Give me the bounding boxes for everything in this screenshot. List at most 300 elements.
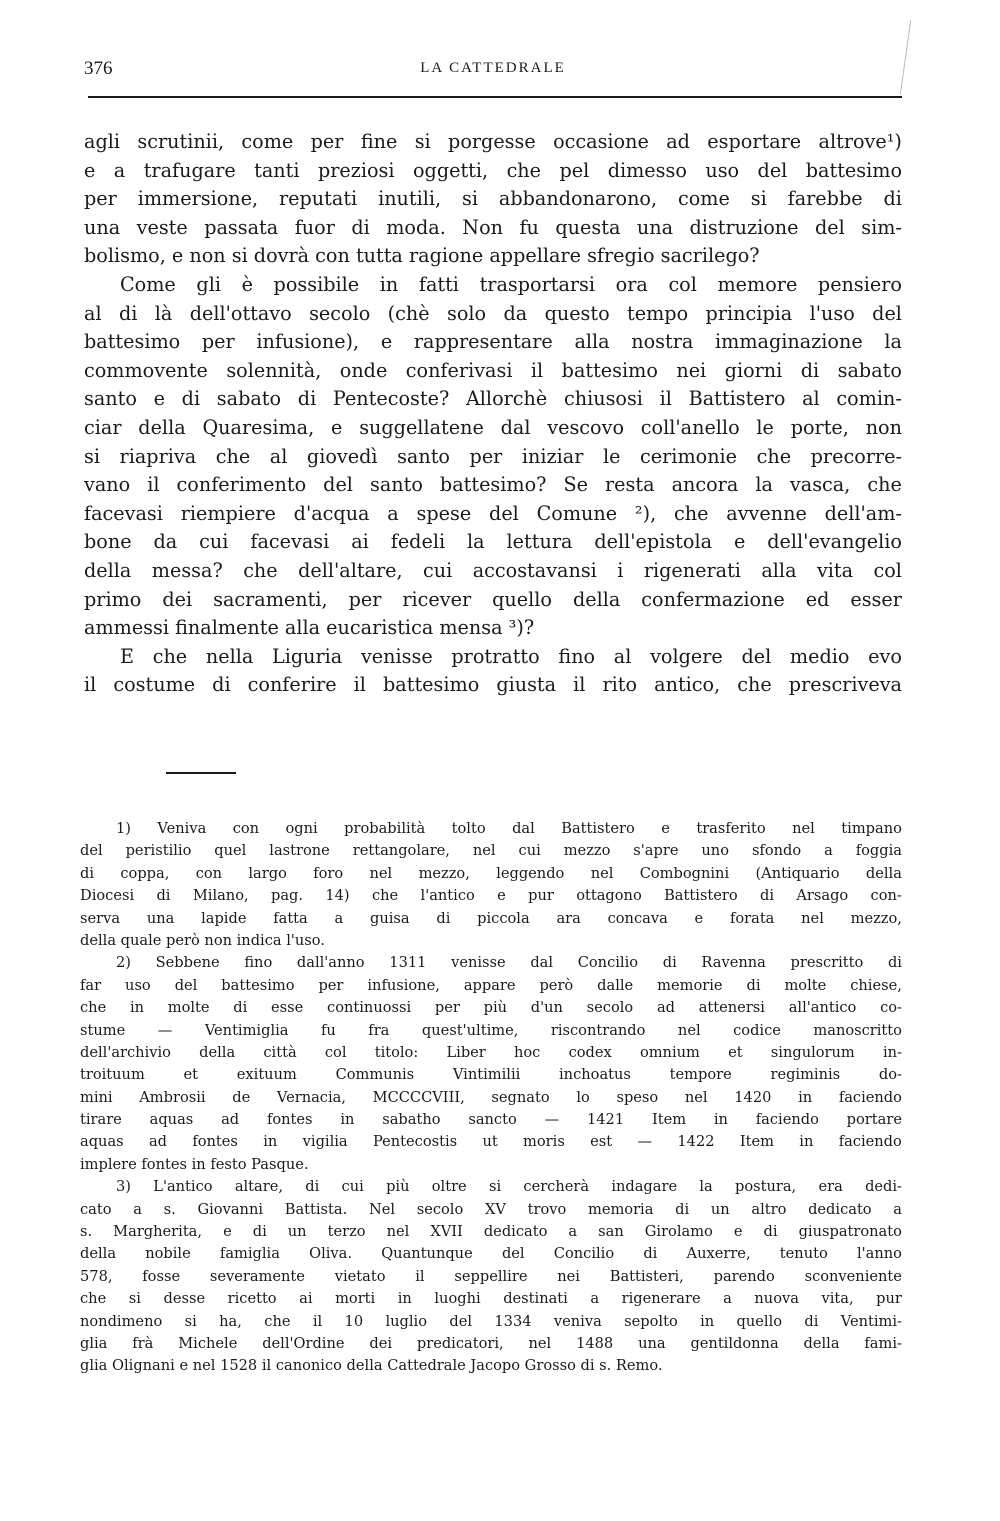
word: 1421	[586, 1111, 625, 1129]
word: il	[353, 673, 366, 697]
word: principia	[705, 301, 793, 325]
word: fino	[558, 644, 596, 668]
word: si	[750, 187, 767, 211]
word: ad	[656, 999, 675, 1017]
word: Margherita,	[113, 1223, 203, 1241]
word: da	[153, 530, 178, 554]
footnote-line	[80, 1243, 902, 1265]
word: immersione,	[137, 187, 259, 211]
word: per	[348, 587, 382, 611]
word: XVII	[430, 1223, 463, 1241]
word: sabato	[837, 358, 902, 382]
word: memore	[717, 272, 798, 296]
word: tempore	[669, 1066, 732, 1084]
word: di	[804, 1312, 819, 1330]
text-line	[84, 157, 902, 186]
word: 14)	[325, 887, 350, 905]
word: facevasi	[250, 530, 330, 554]
word: di	[763, 1223, 778, 1241]
word: distruzione	[689, 215, 799, 239]
word: codex	[568, 1043, 612, 1061]
word: stume	[80, 1021, 126, 1039]
word: gli	[196, 272, 221, 296]
word: riempiere	[180, 501, 276, 525]
word: molte	[784, 976, 827, 994]
word: fedeli	[390, 530, 446, 554]
word: —	[544, 1111, 560, 1129]
word: MCCCCVIII,	[372, 1088, 465, 1106]
word: omnium	[639, 1043, 700, 1061]
word: Non	[462, 215, 503, 239]
text-line	[84, 671, 902, 700]
word: s.	[163, 1200, 176, 1218]
word: co-	[880, 999, 902, 1017]
word: dall'anno	[296, 954, 365, 972]
word: Giovanni	[197, 1200, 264, 1218]
word: del	[449, 1312, 473, 1330]
word: esse	[271, 999, 304, 1017]
footnote-line: della quale però non indica l'uso.	[80, 931, 325, 949]
word: seppellire	[454, 1267, 528, 1285]
word: lastrone	[269, 842, 330, 860]
word: E	[120, 644, 135, 668]
word: quello	[492, 587, 552, 611]
word: con	[232, 820, 260, 837]
word: Battistero	[688, 387, 786, 411]
word: di	[156, 887, 171, 905]
word: il	[573, 673, 586, 697]
word: della	[803, 1334, 840, 1352]
word: al	[613, 644, 632, 668]
word: luglio	[385, 1312, 428, 1330]
word: però	[539, 976, 574, 994]
word: in	[340, 1111, 355, 1129]
text-line	[84, 300, 902, 329]
word: abbandonarono,	[498, 187, 658, 211]
word: al	[269, 444, 288, 468]
word: battesimo	[561, 358, 658, 382]
word: cato	[80, 1200, 112, 1218]
word: dell'ottavo	[189, 301, 292, 325]
word: fontes	[266, 1111, 313, 1129]
word: san	[598, 1223, 624, 1241]
word: e	[153, 387, 165, 411]
word: Auxerre,	[686, 1245, 751, 1263]
word: per	[318, 976, 344, 994]
word: battesimo	[221, 976, 295, 994]
word: Quaresima,	[202, 415, 315, 439]
word: ora	[615, 272, 648, 296]
footnote-line	[80, 1064, 902, 1086]
word: e	[661, 820, 670, 837]
word: e	[733, 530, 746, 554]
word: della	[80, 1245, 117, 1263]
word: occasione	[553, 130, 649, 153]
word: spese	[416, 501, 472, 525]
word: 1)	[116, 820, 131, 837]
word: sconveniente	[804, 1267, 902, 1285]
text-line: ammessi finalmente alla eucaristica mensa ³)?	[84, 616, 535, 640]
word: nuova	[754, 1290, 799, 1308]
word: ricetto	[227, 1290, 277, 1308]
word: il	[530, 358, 544, 382]
word: giorni	[724, 358, 783, 382]
word: Veniva	[157, 820, 207, 837]
word: fine	[360, 130, 398, 153]
word: Sebbene	[155, 954, 220, 972]
word: antico,	[654, 673, 721, 697]
word: a	[133, 1200, 142, 1218]
word: di	[760, 887, 775, 905]
word: nostra	[631, 330, 694, 354]
word: gentildonna	[690, 1334, 779, 1352]
main-text	[84, 128, 902, 700]
word: 1334	[494, 1312, 532, 1330]
word: di	[80, 864, 95, 882]
word: Pentecoste?	[332, 387, 450, 411]
word: si	[414, 130, 431, 153]
page-header	[84, 58, 902, 88]
word: altrove¹)	[818, 130, 902, 153]
word: faciendo	[838, 1133, 902, 1151]
word: giuspatronato	[798, 1223, 902, 1241]
word: e	[84, 158, 96, 182]
word: protratto	[451, 644, 540, 668]
text-line	[84, 500, 902, 529]
word: a	[568, 1223, 578, 1241]
word: pur	[876, 1290, 902, 1308]
word: mezzo	[563, 842, 611, 860]
word: trovo	[527, 1200, 567, 1218]
word: che	[506, 158, 542, 182]
word: facevasi	[84, 501, 163, 525]
text-line	[84, 643, 902, 672]
word: che	[264, 1312, 291, 1330]
word: 3)	[116, 1178, 131, 1196]
word: di	[800, 358, 820, 382]
word: il	[415, 1267, 425, 1285]
word: tirare	[80, 1111, 122, 1129]
word: là	[154, 301, 173, 325]
word: battesimo?	[439, 473, 547, 497]
word: chiese,	[850, 976, 902, 994]
word: memorie	[657, 976, 723, 994]
word: dal	[500, 415, 531, 439]
word: una	[84, 215, 121, 239]
word: della	[865, 864, 902, 882]
word: desse	[163, 1290, 206, 1308]
word: nel	[386, 1223, 410, 1241]
word: Diocesi	[80, 887, 135, 905]
word: che	[243, 558, 278, 582]
word: col	[873, 558, 902, 582]
word: questo	[544, 301, 610, 325]
word: dell'am-	[824, 501, 902, 525]
word: sabato	[216, 387, 282, 411]
word: leggendo	[496, 864, 565, 882]
word: L'antico	[153, 1178, 213, 1196]
word: l'uso	[809, 301, 855, 325]
word: di	[662, 954, 677, 972]
word: comin-	[836, 387, 902, 411]
word: città	[263, 1043, 297, 1061]
word: ut	[482, 1133, 498, 1151]
word: la	[467, 530, 485, 554]
word: ancora	[671, 473, 739, 497]
word: largo	[248, 864, 287, 882]
word: del	[80, 842, 103, 860]
word: Liber	[446, 1043, 486, 1061]
word: Milano,	[192, 887, 249, 905]
word: giusta	[496, 673, 557, 697]
word: del	[814, 215, 845, 239]
word: resta	[605, 473, 655, 497]
word: forata	[729, 909, 775, 927]
word: l'antico	[420, 887, 475, 905]
word: riscontrando	[550, 1021, 646, 1039]
word: rappresentare	[413, 330, 553, 354]
footnote-line	[80, 997, 902, 1019]
word: dalle	[597, 976, 634, 994]
word: sancto	[468, 1111, 517, 1129]
word: di	[297, 387, 317, 411]
word: sepolto	[624, 1312, 678, 1330]
word: dell'archivio	[80, 1043, 171, 1061]
word: venisse	[451, 954, 506, 972]
word: Combognini	[639, 864, 730, 882]
footnote-line	[80, 1042, 902, 1064]
word: ²),	[634, 501, 657, 525]
word: porte,	[790, 415, 849, 439]
word: Comune	[536, 501, 618, 525]
word: nondimeno	[80, 1312, 163, 1330]
word: Ambrosii	[139, 1088, 206, 1106]
word: do-	[878, 1066, 902, 1084]
word: ad	[148, 1133, 168, 1151]
word: Ventimi-	[840, 1312, 902, 1330]
word: prescritto	[790, 954, 864, 972]
word: singulorum	[770, 1043, 855, 1061]
word: guisa	[370, 909, 410, 927]
word: manoscritto	[813, 1021, 902, 1039]
word: quel	[214, 842, 247, 860]
word: coll'anello	[640, 415, 740, 439]
word: lo	[576, 1088, 590, 1106]
word: parendo	[713, 1267, 775, 1285]
word: di	[883, 187, 902, 211]
word: coppa,	[120, 864, 170, 882]
word: nel	[792, 820, 815, 837]
word: veste	[136, 215, 188, 239]
text-line	[84, 528, 902, 557]
word: ha,	[219, 1312, 242, 1330]
word: d'un	[530, 999, 563, 1017]
word: in	[700, 1312, 715, 1330]
word: era	[818, 1178, 843, 1196]
word: di	[212, 673, 231, 697]
word: pur	[528, 887, 554, 905]
word: per	[310, 130, 344, 153]
word: predicatori,	[416, 1334, 504, 1352]
word: a	[590, 1290, 600, 1308]
text-line	[84, 385, 902, 414]
word: preziosi	[317, 158, 395, 182]
word: a	[824, 842, 833, 860]
word: più	[386, 1178, 410, 1196]
word: rigenerare	[621, 1290, 701, 1308]
word: fontes	[192, 1133, 238, 1151]
word: nei	[676, 358, 707, 382]
word: vietato	[334, 1267, 386, 1285]
footnote-line	[80, 1199, 902, 1221]
word: che	[215, 444, 251, 468]
word: memoria	[587, 1200, 654, 1218]
word: per	[84, 187, 117, 211]
word: tenuto	[779, 1245, 828, 1263]
word: cui	[518, 842, 541, 860]
word: il	[147, 473, 160, 497]
word: uso	[125, 976, 151, 994]
word: un	[287, 1223, 307, 1241]
text-line	[84, 185, 902, 214]
word: fuor	[294, 215, 335, 239]
word: troituum	[80, 1066, 145, 1084]
word: che	[371, 887, 399, 905]
word: indagare	[611, 1178, 678, 1196]
word: di	[887, 954, 902, 972]
word: farebbe	[787, 187, 863, 211]
word: volgere	[650, 644, 723, 668]
word: ai	[299, 1290, 313, 1308]
word: da	[503, 301, 528, 325]
word: et	[183, 1066, 199, 1084]
word: pensiero	[817, 272, 902, 296]
word: vasca,	[789, 473, 851, 497]
word: Item	[651, 1111, 687, 1129]
footnote-line	[80, 1176, 902, 1198]
word: fu	[519, 215, 539, 239]
word: et	[728, 1043, 743, 1061]
word: Item	[739, 1133, 774, 1151]
word: pel	[559, 158, 590, 182]
word: ed	[805, 587, 830, 611]
word: venisse	[360, 644, 433, 668]
word: Arsago	[796, 887, 849, 905]
word: reputati	[279, 187, 358, 211]
word: di	[118, 301, 138, 325]
word: ciar	[84, 415, 122, 439]
word: nel	[590, 864, 614, 882]
word: quest'ultime,	[421, 1021, 519, 1039]
word: e	[223, 1223, 232, 1241]
word: cerimonie	[640, 444, 738, 468]
text-line	[84, 443, 902, 472]
word: inutili,	[378, 187, 442, 211]
word: d'acqua	[293, 501, 370, 525]
word: in	[799, 1133, 814, 1151]
word: secolo	[586, 999, 634, 1017]
word: accostavansi	[472, 558, 597, 582]
word: (Antiquario	[755, 864, 840, 882]
word: moris	[523, 1133, 565, 1151]
text-line	[84, 414, 902, 443]
footnote-line	[80, 1087, 902, 1109]
word: la	[699, 1178, 713, 1196]
footnote-line	[80, 975, 902, 997]
word: e	[331, 415, 343, 439]
word: Battistero	[561, 820, 635, 837]
word: per	[469, 444, 503, 468]
word: lettura	[506, 530, 573, 554]
word: —	[157, 1021, 173, 1039]
word: aquas	[80, 1133, 124, 1151]
word: rito	[602, 673, 638, 697]
word: dedicato	[483, 1223, 548, 1241]
word: nel	[528, 1334, 552, 1352]
word: dedicato	[808, 1200, 872, 1218]
word: che	[867, 473, 902, 497]
word: mini	[80, 1088, 113, 1106]
word: prescriveva	[788, 673, 902, 697]
word: a	[723, 1290, 732, 1308]
word: avvenne	[726, 501, 807, 525]
word: onde	[339, 358, 388, 382]
word: scrutinii,	[137, 130, 225, 153]
word: e	[380, 330, 393, 354]
word: col	[668, 272, 697, 296]
word: nel	[677, 1021, 701, 1039]
word: un	[710, 1200, 730, 1218]
word: dei	[369, 1334, 393, 1352]
word: passata	[204, 215, 279, 239]
word: conferivasi	[405, 358, 513, 382]
text-line	[84, 557, 902, 586]
word: cui	[199, 530, 229, 554]
word: all'antico	[788, 999, 857, 1017]
word: e	[733, 1223, 743, 1241]
word: commovente	[84, 358, 208, 382]
word: a	[113, 158, 126, 182]
text-line: bolismo, e non si dovrà con tutta ragione appellare sfregio sacrilego?	[84, 244, 760, 268]
word: una	[638, 1334, 666, 1352]
word: del	[741, 644, 772, 668]
word: serva	[80, 909, 121, 927]
word: santo	[397, 444, 450, 468]
word: sacramenti,	[213, 587, 328, 611]
word: alla	[761, 558, 797, 582]
footnote-line	[80, 1221, 902, 1243]
word: il	[659, 387, 672, 411]
word: è	[241, 272, 253, 296]
word: la	[884, 330, 902, 354]
word: esportare	[707, 130, 802, 153]
word: i	[617, 558, 624, 582]
word: con	[195, 864, 223, 882]
word: veniva	[553, 1312, 602, 1330]
word: a	[334, 909, 344, 927]
word: come	[241, 130, 294, 153]
word: di	[643, 1245, 658, 1263]
word: di	[746, 976, 761, 994]
word: dal	[530, 954, 554, 972]
word: la	[755, 473, 773, 497]
word: e	[497, 887, 506, 905]
word: uso	[705, 158, 740, 182]
word: XV	[484, 1200, 506, 1218]
word: probabilità	[344, 820, 426, 837]
footnote-line	[80, 818, 902, 840]
word: del	[489, 501, 519, 525]
